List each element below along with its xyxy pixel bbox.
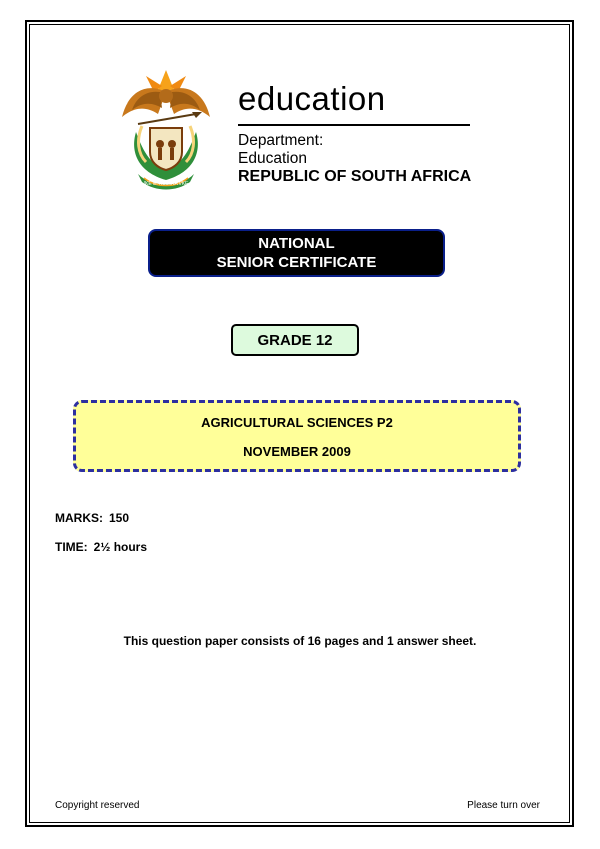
marks-line [55,511,129,525]
turn-over-footer: Please turn over [467,800,540,811]
copyright-footer: Copyright reserved [55,800,140,811]
department-header [100,52,500,200]
grade-badge: GRADE 12 [231,324,359,356]
time-value: 2½ hours [93,540,148,554]
subject-panel [73,400,521,472]
marks-label: MARKS: [55,511,103,525]
certificate-banner [148,229,445,277]
department-name: Education [238,150,307,167]
department-label: Department: [238,132,324,149]
time-label: TIME: [55,540,88,554]
education-wordmark: education [238,80,386,117]
time-line [55,540,147,554]
certificate-line-1: NATIONAL [258,235,335,252]
svg-text:!KE E: /XARRA //KE: !KE E: /XARRA //KE [143,181,189,187]
country-name: REPUBLIC OF SOUTH AFRICA [238,168,472,185]
subject-title: AGRICULTURAL SCIENCES P2 [201,415,393,430]
certificate-line-2: SENIOR CERTIFICATE [216,254,377,271]
marks-value: 150 [109,511,130,525]
exam-session: NOVEMBER 2009 [243,444,351,459]
page-count-notice: This question paper consists of 16 pages and 1 answer sheet. [123,634,477,648]
wordmark-underline [238,124,470,126]
coat-of-arms-icon [116,62,216,192]
